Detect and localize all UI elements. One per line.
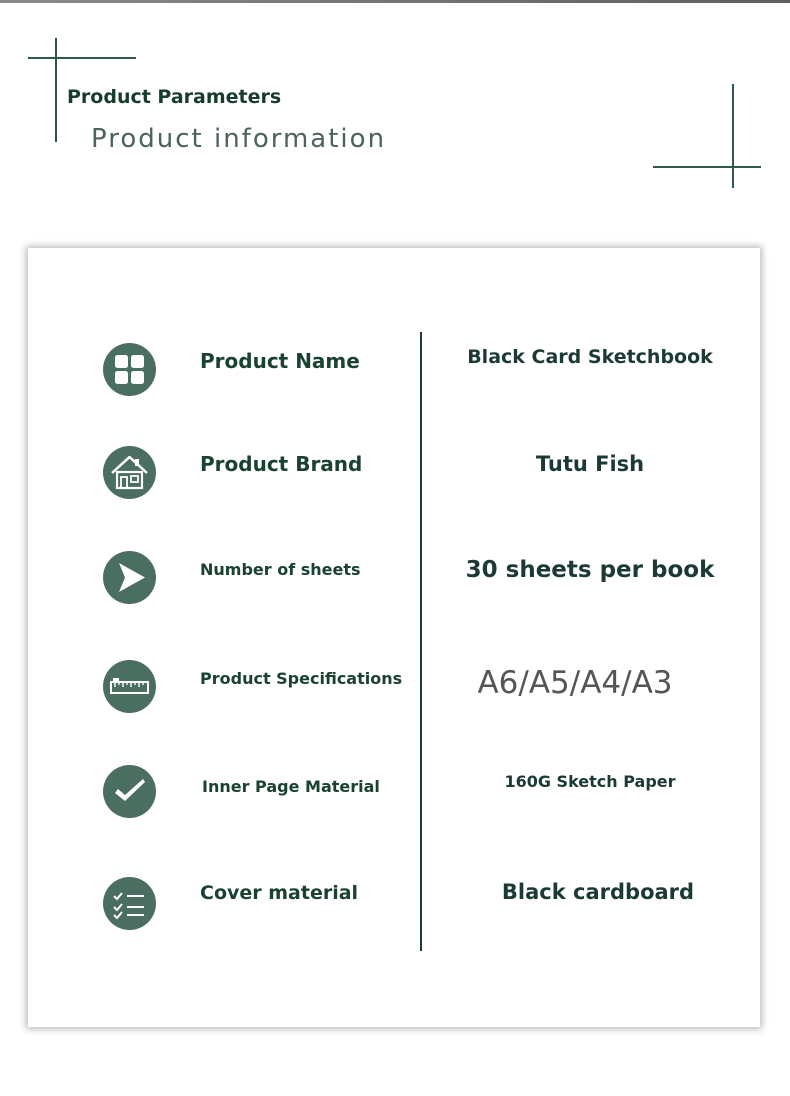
arrow-icon — [103, 551, 156, 604]
param-label: Inner Page Material — [202, 777, 380, 796]
param-value: 160G Sketch Paper — [504, 772, 676, 791]
param-value: Black cardboard — [501, 880, 695, 904]
param-row-inner-page-material — [28, 765, 760, 821]
grid-icon — [103, 343, 156, 396]
page-title: Product Parameters — [67, 86, 282, 108]
param-value: 30 sheets per book — [465, 557, 715, 583]
param-value: Black Card Sketchbook — [467, 346, 713, 368]
param-row-cover-material — [28, 877, 760, 933]
top-border — [0, 0, 790, 3]
param-label: Product Specifications — [200, 669, 403, 688]
checklist-icon — [103, 877, 156, 930]
param-value: Tutu Fish — [535, 452, 645, 476]
page-subtitle: Product information — [91, 124, 387, 154]
ruler-icon — [103, 660, 156, 713]
param-label: Cover material — [200, 882, 359, 904]
param-row-number-of-sheets — [28, 551, 760, 607]
param-row-product-brand — [28, 446, 760, 502]
param-row-product-name — [28, 343, 760, 399]
corner-line-top-horizontal — [28, 57, 136, 59]
param-label: Product Name — [200, 349, 360, 373]
house-icon — [103, 446, 156, 499]
param-row-product-specifications — [28, 660, 760, 716]
param-label: Product Brand — [200, 452, 363, 476]
parameters-card — [28, 248, 760, 1027]
column-divider — [420, 332, 422, 951]
param-label: Number of sheets — [200, 560, 361, 579]
corner-line-right-horizontal — [653, 166, 761, 168]
param-value: A6/A5/A4/A3 — [477, 665, 673, 701]
checkmark-icon — [103, 765, 156, 818]
corner-line-top-vertical — [55, 38, 57, 142]
corner-line-right-vertical — [732, 84, 734, 188]
